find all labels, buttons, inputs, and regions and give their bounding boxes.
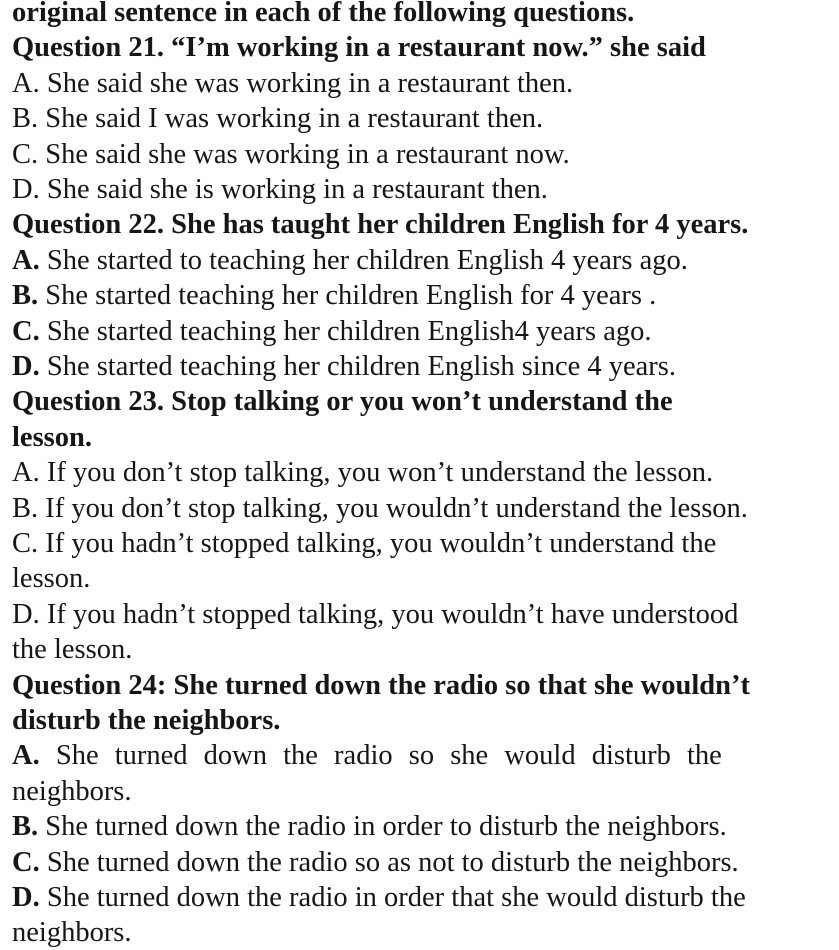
question-24-option-d-line-2: neighbors. [12, 917, 132, 949]
option-letter: D. [12, 174, 40, 205]
option-text: She turned down the radio in order to disturb the neighbors. [38, 811, 727, 843]
option-letter: B. [12, 103, 39, 135]
option-text: She said she was working in a restaurant now. [38, 138, 570, 170]
question-23-prompt-line-2: lesson. [12, 421, 92, 453]
question-24-option-a-line-1 [12, 739, 722, 773]
option-letter: B. [12, 280, 39, 312]
option-text: She turned down the radio in order that she would disturb the [39, 882, 746, 913]
option-letter: A. [12, 244, 40, 276]
option-text: She turned down the radio so as not to disturb the neighbors. [39, 846, 739, 878]
option-letter: A. [12, 740, 40, 772]
option-letter: D. [12, 882, 40, 913]
question-22-prompt: Question 22. She has taught her children English for 4 years. [12, 209, 749, 241]
option-text: She started teaching her children English4 years ago. [39, 315, 652, 347]
question-24-option-d-line-1 [12, 881, 746, 915]
question-22-option-a [12, 244, 688, 278]
option-text: She said I was working in a restaurant then. [38, 103, 544, 135]
question-23-option-d-line-1: D. If you hadn’t stopped talking, you wouldn’t have understood [12, 598, 739, 630]
question-24-option-a-line-2: neighbors. [12, 775, 132, 807]
option-text: She turned down the radio so she would disturb the [39, 740, 722, 772]
question-21-prompt: Question 21. “I’m working in a restaurant now.” she said [12, 32, 706, 64]
question-22-option-c [12, 315, 651, 349]
question-23-option-c-line-1: C. If you hadn’t stopped talking, you wouldn’t understand the [12, 528, 717, 559]
option-text: She started teaching her children English since 4 years. [39, 351, 677, 382]
question-23-option-c-line-2: lesson. [12, 563, 91, 595]
question-24-option-b [12, 810, 727, 844]
option-text: She said she was working in a restaurant then. [39, 67, 574, 99]
option-text: She started to teaching her children English 4 years ago. [39, 244, 688, 276]
question-23-option-b: B. If you don’t stop talking, you wouldn’t understand the lesson. [12, 492, 748, 524]
question-21-option-a [12, 67, 573, 101]
option-letter: C. [12, 846, 40, 878]
question-24-prompt-line-1: Question 24: She turned down the radio so that she wouldn’t [12, 669, 750, 701]
question-24-option-c [12, 846, 739, 880]
question-22-option-b [12, 279, 656, 313]
option-letter: B. [12, 811, 39, 843]
question-24-prompt-line-2: disturb the neighbors. [12, 705, 281, 736]
option-letter: D. [12, 351, 40, 382]
instruction-line: original sentence in each of the following questions. [12, 0, 635, 28]
option-letter: A. [12, 67, 40, 99]
option-text: She started teaching her children English for 4 years . [38, 280, 657, 312]
option-text: She said she is working in a restaurant then. [39, 174, 548, 205]
option-letter: C. [12, 138, 39, 170]
question-21-option-c [12, 138, 570, 172]
question-21-option-d [12, 173, 548, 207]
question-22-option-d [12, 350, 676, 384]
question-21-option-b [12, 102, 543, 136]
option-letter: C. [12, 315, 40, 347]
question-23-option-d-line-2: the lesson. [12, 634, 133, 666]
question-23-option-a: A. If you don’t stop talking, you won’t understand the lesson. [12, 457, 714, 489]
question-23-prompt-line-1: Question 23. Stop talking or you won’t understand the [12, 386, 673, 418]
